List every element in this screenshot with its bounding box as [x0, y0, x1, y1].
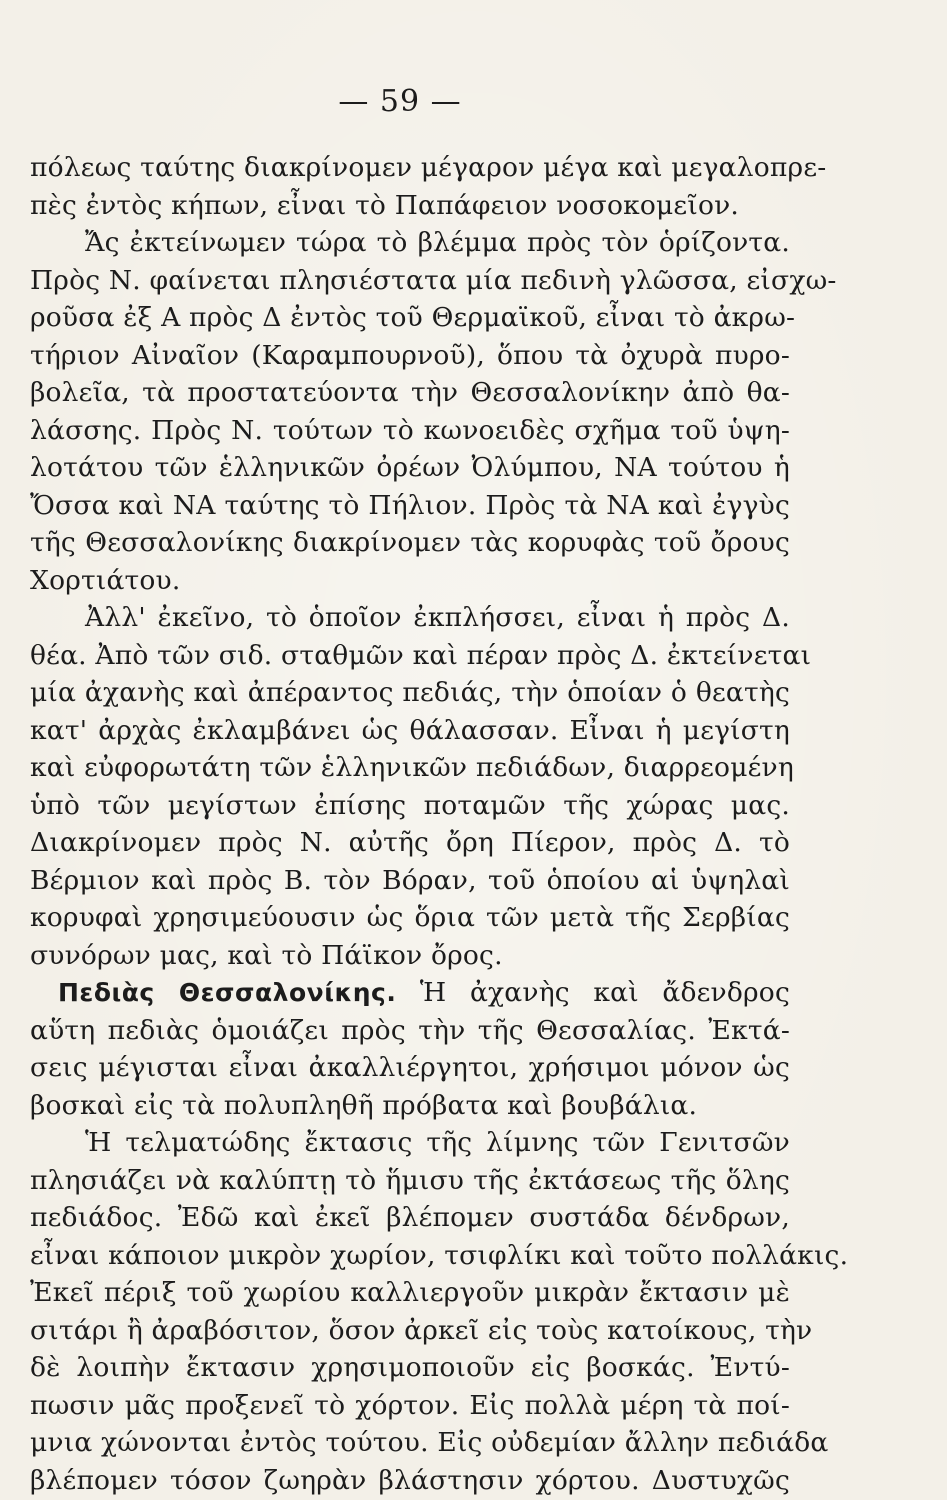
text-line: θέα. Ἀπὸ τῶν σιδ. σταθμῶν καὶ πέραν πρὸς Δ. ἐκτείνεται [30, 639, 812, 671]
text-line: αὕτη πεδιὰς ὁμοιάζει πρὸς τὴν τῆς Θεσσαλίας. Ἐκτά- [30, 1014, 790, 1046]
text-line: πὲς ἐντὸς κήπων, εἶναι τὸ Παπάφειον νοσοκομεῖον. [30, 189, 740, 221]
text-line: Διακρίνομεν πρὸς Ν. αὐτῆς ὄρη Πίερον, πρὸς Δ. τὸ [30, 827, 790, 858]
text-line: πεδιάδος. Ἐδῶ καὶ ἐκεῖ βλέπομεν συστάδα δένδρων, [30, 1202, 790, 1233]
text-line: σεις μέγισται εἶναι ἀκαλλιέργητοι, χρήσιμοι μόνον ὡς [30, 1052, 790, 1083]
text-line: τήριον Αἰναῖον (Καραμπουρνοῦ), ὅπου τὰ ὀχυρὰ πυρο- [30, 339, 790, 371]
text-line: ροῦσα ἐξ Α πρὸς Δ ἐντὸς τοῦ Θερμαϊκοῦ, εἶναι τὸ ἀκρω- [30, 302, 796, 333]
text-line: Χορτιάτου. [30, 564, 181, 596]
text-line: συνόρων μας, καὶ τὸ Πάϊκον ὄρος. [30, 939, 503, 971]
section-heading: Πεδιὰς Θεσσαλονίκης. [58, 978, 397, 1007]
text-line: Ἄς ἐκτείνωμεν τώρα τὸ βλέμμα πρὸς τὸν ὁρίζοντα. [85, 227, 790, 258]
text-line: λοτάτου τῶν ἑλληνικῶν ὀρέων Ὀλύμπου, ΝΑ τούτου ἡ [30, 452, 790, 483]
text-line: Ἡ τελματώδης ἔκτασις τῆς λίμνης τῶν Γενιτσῶν [85, 1127, 790, 1158]
text-line: μνια χώνονται ἐντὸς τούτου. Εἰς οὐδεμίαν ἄλλην πεδιάδα [30, 1427, 829, 1458]
text-line: κατ' ἀρχὰς ἐκλαμβάνει ὡς θάλασσαν. Εἶναι ἡ μεγίστη [30, 714, 790, 746]
text-line: Βέρμιον καὶ πρὸς Β. τὸν Βόραν, τοῦ ὁποίου αἱ ὑψηλαὶ [30, 864, 790, 896]
text-line: μία ἀχανὴς καὶ ἀπέραντος πεδιάς, τὴν ὁποίαν ὁ θεατὴς [30, 677, 790, 708]
text-line: πωσιν μᾶς προξενεῖ τὸ χόρτον. Εἰς πολλὰ μέρη τὰ ποί- [30, 1389, 790, 1421]
text-line: σιτάρι ἢ ἀραβόσιτον, ὅσον ἀρκεῖ εἰς τοὺς κατοίκους, τὴν [30, 1314, 813, 1346]
text-line: βολεῖα, τὰ προστατεύοντα τὴν Θεσσαλονίκην ἀπὸ θα- [30, 377, 790, 408]
text-line: Ἀλλ' ἐκεῖνο, τὸ ὁποῖον ἐκπλήσσει, εἶναι ἡ πρὸς Δ. [85, 602, 790, 633]
text-line: Πρὸς Ν. φαίνεται πλησιέστατα μία πεδινὴ γλῶσσα, εἰσχω- [30, 264, 837, 296]
text-line: τῆς Θεσσαλονίκης διακρίνομεν τὰς κορυφὰς τοῦ ὄρους [30, 527, 790, 558]
text-run: Ἡ ἀχανὴς καὶ ἄδενδρος [419, 977, 790, 1008]
text-line: δὲ λοιπὴν ἔκτασιν χρησιμοποιοῦν εἰς βοσκάς. Ἐντύ- [30, 1352, 790, 1383]
text-line: βλέπομεν τόσον ζωηρὰν βλάστησιν χόρτου. Δυστυχῶς [30, 1464, 790, 1496]
section-line [30, 974, 790, 1012]
text-line: Ἐκεῖ πέριξ τοῦ χωρίου καλλιεργοῦν μικρὰν ἔκτασιν μὲ [30, 1277, 790, 1308]
page-number: — 59 — [338, 84, 462, 119]
text-line: εἶναι κάποιον μικρὸν χωρίον, τσιφλίκι καὶ τοῦτο πολλάκις. [30, 1239, 849, 1271]
text-line: κορυφαὶ χρησιμεύουσιν ὡς ὅρια τῶν μετὰ τῆς Σερβίας [30, 902, 790, 933]
body-text [30, 149, 849, 1499]
text-line: ὑπὸ τῶν μεγίστων ἐπίσης ποταμῶν τῆς χώρας μας. [30, 789, 790, 821]
text-line: βοσκαὶ εἰς τὰ πολυπληθῆ πρόβατα καὶ βουβάλια. [30, 1089, 698, 1121]
text-line: πλησιάζει νὰ καλύπτῃ τὸ ἥμισυ τῆς ἐκτάσεως τῆς ὅλης [30, 1164, 790, 1196]
text-line: πόλεως ταύτης διακρίνομεν μέγαρον μέγα καὶ μεγαλοπρε- [30, 152, 827, 183]
text-line: Ὄσσα καὶ ΝΑ ταύτης τὸ Πήλιον. Πρὸς τὰ ΝΑ καὶ ἐγγὺς [30, 489, 790, 521]
text-line: λάσσης. Πρὸς Ν. τούτων τὸ κωνοειδὲς σχῆμα τοῦ ὑψη- [30, 414, 790, 446]
text-line: καὶ εὐφορωτάτη τῶν ἑλληνικῶν πεδιάδων, διαρρεομένη [30, 752, 794, 783]
